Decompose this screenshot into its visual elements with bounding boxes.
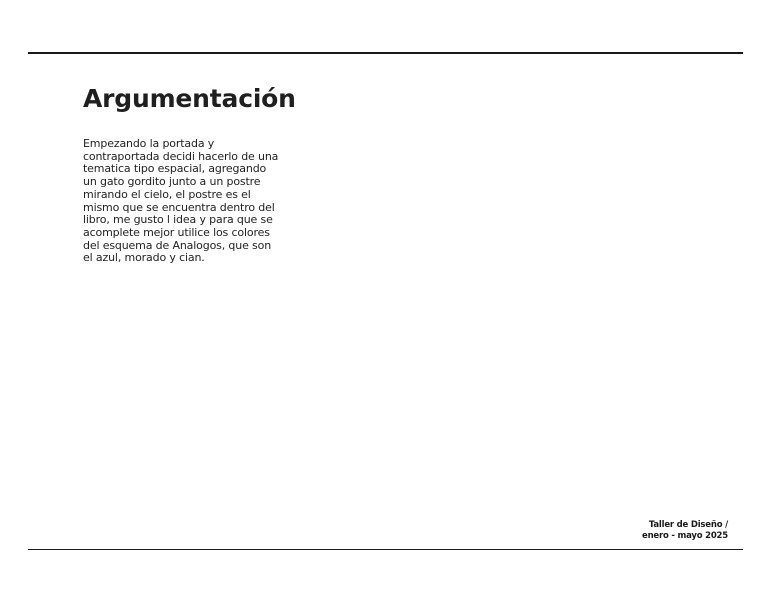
paragraph-line: Empezando la portada y xyxy=(83,137,215,150)
footer-course: Taller de Diseño / xyxy=(648,520,728,530)
argument-paragraph xyxy=(83,138,288,265)
paragraph-line: del esquema de Analogos, que son xyxy=(83,238,272,252)
paragraph-line: contraportada decidi hacerlo de una xyxy=(83,149,279,163)
footer-term: enero - mayo 2025 xyxy=(642,531,728,541)
top-divider xyxy=(28,52,743,54)
paragraph-line: mismo que se encuentra dentro del xyxy=(83,200,275,214)
paragraph-line: mirando el cielo, el postre es el xyxy=(83,187,251,201)
paragraph-line: un gato gordito junto a un postre xyxy=(83,175,261,189)
paragraph-line: el azul, morado y cian. xyxy=(83,251,205,265)
paragraph-line: tematica tipo espacial, agregando xyxy=(83,162,267,176)
bottom-divider xyxy=(28,549,743,550)
paragraph-line: acomplete mejor utilice los colores xyxy=(83,225,270,239)
footer-credit xyxy=(642,520,728,542)
paragraph-line: libro, me gusto l idea y para que se xyxy=(83,213,273,227)
page-title: Argumentación xyxy=(83,84,296,113)
